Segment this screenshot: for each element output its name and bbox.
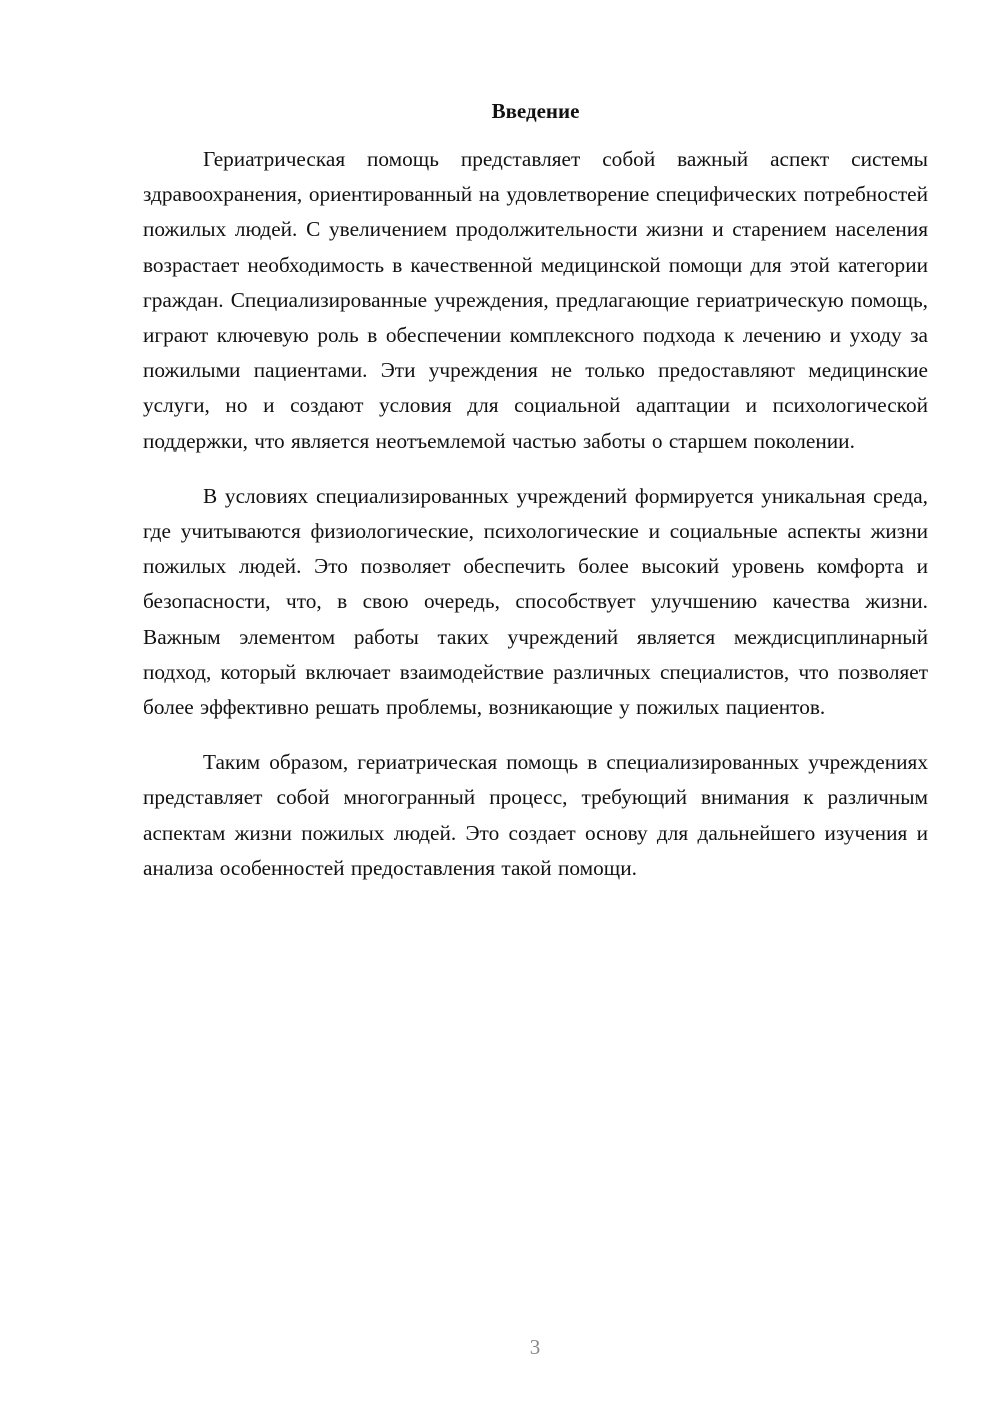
paragraph-2: В условиях специализированных учреждений формируется уникальная среда, где учитываются физиологические, психологические и социальные аспекты жизни пожилых людей. Это позволяет обеспечить более высокий уровень комфорта и безопасности, что, в свою очередь, способствует улучшению качества жизни. Важным элементом работы таких учреждений является междисциплинарный подход, который включает взаимодействие различных специалистов, что позволяет более эффективно решать проблемы, возникающие у пожилых пациентов. [143, 483, 928, 720]
page-heading: Введение [491, 99, 580, 123]
body-text [143, 142, 928, 906]
page-number: 3 [529, 1335, 541, 1359]
paragraph-3: Таким образом, гериатрическая помощь в специализированных учреждениях представляет собой многогранный процесс, требующий внимания к различным аспектам жизни пожилых людей. Это создает основу для дальнейшего изучения и анализа особенностей предоставления такой помощи. [143, 750, 928, 880]
paragraph-1: Гериатрическая помощь представляет собой важный аспект системы здравоохранения, ориентированный на удовлетворение специфических потребностей пожилых людей. С увеличением продолжительности жизни и старением населения возрастает необходимость в качественной медицинской помощи для этой категории граждан. Специализированные учреждения, предлагающие гериатрическую помощь, играют ключевую роль в обеспечении комплексного подхода к лечению и уходу за пожилыми пациентами. Эти учреждения не только предоставляют медицинские услуги, но и создают условия для социальной адаптации и психологической поддержки, что является неотъемлемой частью заботы о старшем поколении. [143, 147, 928, 453]
